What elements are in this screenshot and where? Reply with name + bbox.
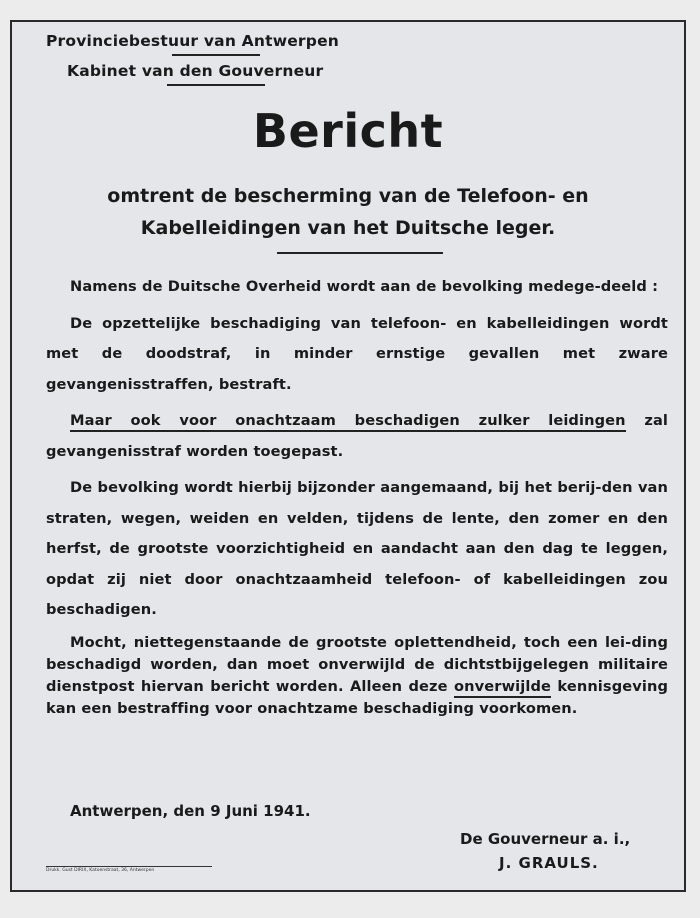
- subtitle-line-2: Kabelleidingen van het Duitsche leger.: [140, 217, 556, 239]
- printer-divider: [46, 866, 212, 867]
- date-line: Antwerpen, den 9 Juni 1941.: [70, 802, 311, 820]
- poster-subtitle: [12, 180, 684, 244]
- poster-sheet: [10, 20, 686, 892]
- paragraph-negligence: [46, 406, 668, 467]
- signature-title: De Gouverneur a. i.,: [460, 830, 631, 848]
- paragraph-penalty: De opzettelijke beschadiging van telefoon- en kabelleidingen wordt met de doodstraf, in minder ernstige gevallen met zware gevangenisstraffen, bestraft.: [46, 314, 668, 393]
- subtitle-line-1: omtrent de bescherming van de Telefoon- en: [107, 185, 589, 207]
- poster-body: [46, 272, 668, 730]
- report-part-a: Mocht, niettegenstaande de grootste oplettendheid, toch een lei-ding beschadigd worden, dan moet onverwijld de dichtstbijgelegen militaire dienstpost hiervan bericht worden. Alleen deze: [46, 633, 668, 695]
- paragraph-warning: De bevolking wordt hierbij bijzonder aangemaand, bij het berij-den van straten, wegen, weiden en velden, tijdens de lente, den zomer en den herfst, de grootste voorzichtigheid en aandacht aan den dag te leggen, opdat zij niet door onachtzaamheid telefoon- of kabelleidingen zou beschadigen.: [46, 479, 668, 618]
- title-divider: [277, 252, 443, 254]
- poster-title: Bericht: [252, 104, 444, 158]
- paragraph-report: [46, 632, 668, 720]
- signature-name: J. GRAULS.: [499, 854, 599, 872]
- header-underline-1: [172, 54, 260, 56]
- header-cabinet: Kabinet van den Gouverneur: [67, 62, 324, 80]
- report-part-b: kennisgeving kan een bestraffing voor onachtzame beschadiging voorkomen.: [46, 677, 668, 717]
- header-province: Provinciebestuur van Antwerpen: [46, 32, 340, 50]
- header-underline-2: [167, 84, 265, 86]
- negligence-rest: zal gevangenisstraf worden toegepast.: [46, 412, 668, 460]
- printer-imprint: Drukk. Gust DIRIX, Katoenstraat, 36, Antwerpen: [46, 868, 155, 873]
- paragraph-announcement: Namens de Duitsche Overheid wordt aan de bevolking medege-deeld :: [70, 278, 659, 295]
- report-underlined: onverwijlde: [454, 678, 551, 698]
- negligence-underlined: Maar ook voor onachtzaam beschadigen zulker leidingen: [70, 412, 626, 432]
